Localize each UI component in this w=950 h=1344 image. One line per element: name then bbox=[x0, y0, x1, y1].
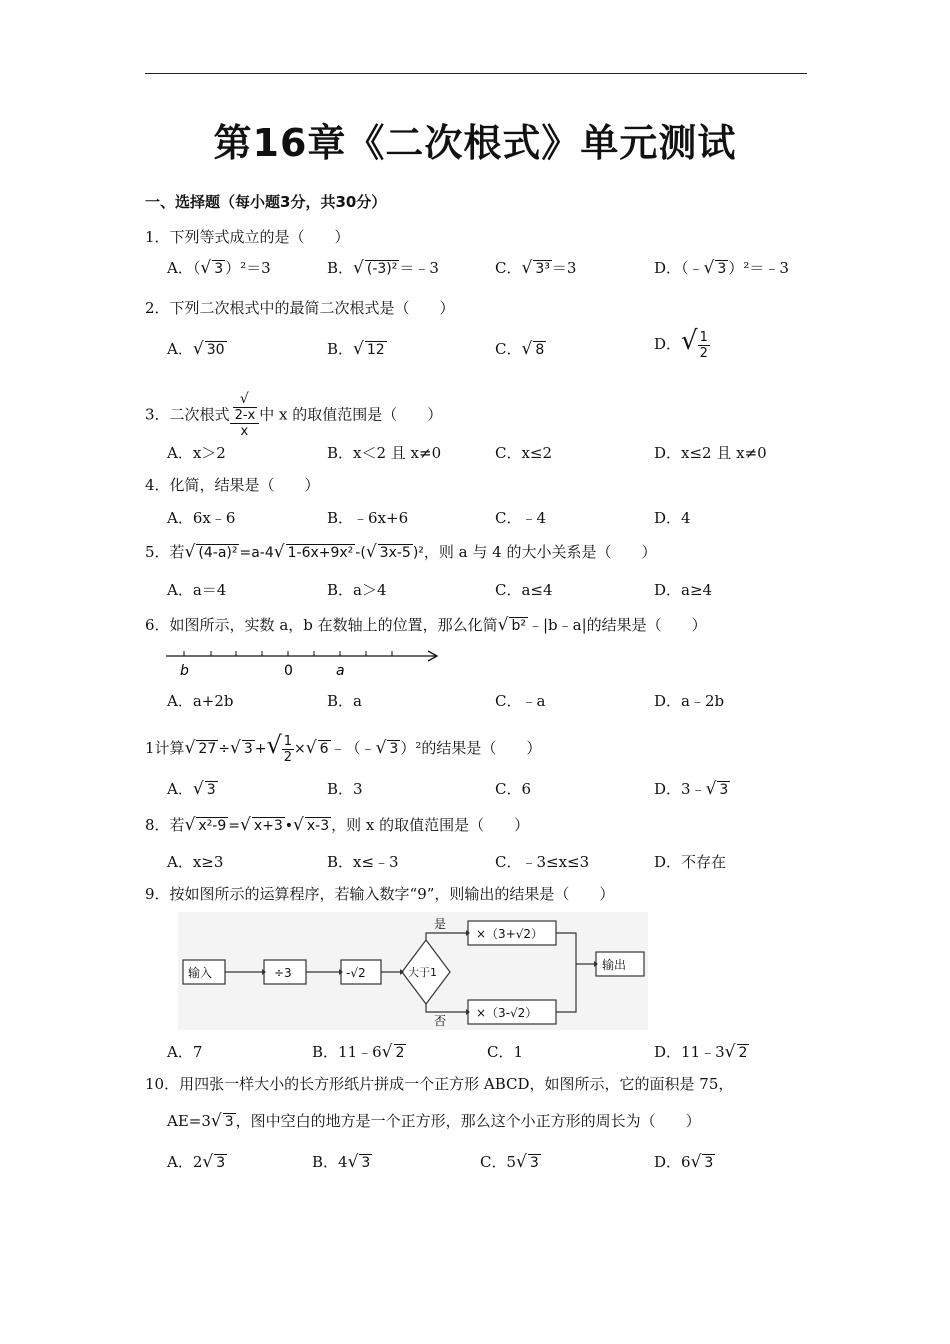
option-a[interactable]: A．√ 30 bbox=[167, 339, 225, 359]
number-line bbox=[160, 645, 445, 680]
section-heading: 一、选择题（每小题3分，共30分） bbox=[145, 193, 387, 211]
option-a[interactable]: A．√ 3 bbox=[167, 779, 216, 799]
option-c[interactable]: C．﹣a bbox=[495, 692, 546, 710]
sqrt-icon: √ bbox=[202, 1152, 214, 1172]
option-d[interactable]: D．a﹣2b bbox=[654, 692, 725, 710]
option-d[interactable]: D．11﹣3√ 2 bbox=[654, 1042, 748, 1062]
sqrt-icon: √ bbox=[184, 542, 196, 562]
question-6: 6．如图所示，实数 a，b 在数轴上的位置，那么化简√ b² ﹣|b﹣a|的结果是（ ） bbox=[145, 615, 707, 635]
axis-label-a: a bbox=[336, 663, 345, 679]
sqrt-icon: √ bbox=[365, 542, 377, 562]
sqrt-icon: √ bbox=[293, 815, 304, 835]
option-d[interactable]: D．√ $\frac{1}{2}$ bbox=[654, 326, 708, 361]
option-b[interactable]: B．﹣6x+6 bbox=[327, 509, 409, 527]
option-a[interactable]: A．x＞2 bbox=[167, 444, 226, 462]
sqrt-icon: √ bbox=[353, 258, 364, 278]
option-a[interactable]: A．6x﹣6 bbox=[167, 509, 236, 527]
sqrt-icon: √ bbox=[703, 258, 715, 278]
option-c[interactable]: C．1 bbox=[487, 1043, 524, 1061]
sqrt-icon: √ bbox=[516, 1152, 527, 1172]
option-a[interactable]: A．x≥3 bbox=[167, 853, 224, 871]
option-b[interactable]: B．4√ 3 bbox=[312, 1152, 371, 1172]
option-c[interactable]: C．﹣3≤x≤3 bbox=[495, 853, 590, 871]
question-7: 1计算√ 27 ÷√ 3 +√ $\frac{1}{2}$ ×√ 6 ﹣（﹣√ 3 ）²的结果是（ ） bbox=[145, 731, 542, 765]
question-3: 3．二次根式 √ 2-x x 中 x 的取值范围是（ ） bbox=[145, 391, 443, 439]
option-b[interactable]: B．3 bbox=[327, 780, 363, 798]
svg-text:×（3-√2）: ×（3-√2） bbox=[476, 1006, 538, 1020]
option-b[interactable]: B．a bbox=[327, 692, 362, 710]
sqrt-icon: √ bbox=[690, 1152, 702, 1172]
sqrt-icon: √ bbox=[347, 1152, 359, 1172]
header-rule bbox=[145, 73, 807, 74]
axis-label-b: b bbox=[180, 663, 189, 679]
sqrt-icon: √ bbox=[521, 339, 533, 359]
sqrt-icon: √ bbox=[240, 815, 251, 835]
sqrt-icon: √ bbox=[521, 258, 533, 278]
option-c[interactable]: C．x≤2 bbox=[495, 444, 553, 462]
question-8: 8．若√ x²-9 =√ x+3 •√ x-3 ，则 x 的取值范围是（ ） bbox=[145, 815, 530, 835]
sqrt-icon: √ bbox=[200, 258, 212, 278]
option-d[interactable]: D．a≥4 bbox=[654, 581, 713, 599]
option-c[interactable]: C．√ 8 bbox=[495, 339, 545, 359]
sqrt-icon: √ bbox=[375, 738, 387, 758]
question-5: 5．若√ (4-a)² =a-4√ 1-6x+9x² -(√ 3x-5 )²，则 a 与 4 的大小关系是（ ） bbox=[145, 542, 657, 562]
sqrt-icon: √ bbox=[705, 779, 717, 799]
axis-label-zero: 0 bbox=[284, 663, 293, 679]
svg-text:-√2: -√2 bbox=[346, 966, 366, 980]
question-2: 2．下列二次根式中的最简二次根式是（ ） bbox=[145, 299, 455, 317]
svg-text:否: 否 bbox=[434, 1014, 447, 1028]
sqrt-icon: √ bbox=[192, 339, 204, 359]
sqrt-icon: √ bbox=[229, 738, 241, 758]
flowchart bbox=[178, 912, 648, 1030]
option-d[interactable]: D．不存在 bbox=[654, 853, 727, 871]
sqrt-icon: √ bbox=[210, 1111, 222, 1131]
sqrt-icon: √ bbox=[192, 779, 204, 799]
option-d[interactable]: D．（﹣√ 3 ）²＝﹣3 bbox=[654, 258, 789, 278]
option-c[interactable]: C．√ 3³ ＝3 bbox=[495, 258, 577, 278]
sqrt-icon: √ bbox=[305, 738, 317, 758]
option-b[interactable]: B．x≤﹣3 bbox=[327, 853, 399, 871]
svg-text:是: 是 bbox=[434, 917, 447, 931]
question-stem: 下列等式成立的是（ ） bbox=[169, 228, 350, 246]
svg-text:大于1: 大于1 bbox=[408, 966, 437, 979]
question-10-line2: AE=3√ 3 ，图中空白的地方是一个正方形，那么这个小正方形的周长为（ ） bbox=[167, 1111, 701, 1131]
sqrt-icon: √ bbox=[266, 731, 282, 759]
svg-text:÷3: ÷3 bbox=[274, 966, 292, 980]
option-d[interactable]: D．3﹣√ 3 bbox=[654, 779, 729, 799]
option-a[interactable]: A．a＝4 bbox=[167, 581, 227, 599]
option-d[interactable]: D．6√ 3 bbox=[654, 1152, 714, 1172]
sqrt-icon: √ bbox=[497, 615, 509, 635]
svg-text:输出: 输出 bbox=[602, 958, 627, 972]
option-b[interactable]: B．11﹣6√ 2 bbox=[312, 1042, 405, 1062]
option-c[interactable]: C．6 bbox=[495, 780, 532, 798]
sqrt-icon: √ bbox=[273, 542, 285, 562]
sqrt-icon: √ bbox=[353, 339, 364, 359]
question-10: 10．用四张一样大小的长方形纸片拼成一个正方形 ABCD，如图所示，它的面积是 75， bbox=[145, 1075, 734, 1093]
option-c[interactable]: C．a≤4 bbox=[495, 581, 553, 599]
sqrt-icon: √ bbox=[184, 738, 196, 758]
option-b[interactable]: B．√ 12 bbox=[327, 339, 385, 359]
option-a[interactable]: A．a+2b bbox=[167, 692, 234, 710]
option-a[interactable]: A．（√ 3 ）²＝3 bbox=[167, 258, 271, 278]
question-1 bbox=[145, 226, 350, 247]
option-c[interactable]: C．﹣4 bbox=[495, 509, 547, 527]
option-b[interactable]: B．a＞4 bbox=[327, 581, 387, 599]
svg-text:×（3+√2）: ×（3+√2） bbox=[476, 927, 544, 941]
question-number: 1． bbox=[145, 228, 170, 246]
option-b[interactable]: B．√ (-3)² ＝﹣3 bbox=[327, 258, 439, 278]
question-9: 9．按如图所示的运算程序，若输入数字“9”，则输出的结果是（ ） bbox=[145, 885, 615, 903]
svg-text:输入: 输入 bbox=[188, 966, 213, 980]
option-c[interactable]: C．5√ 3 bbox=[480, 1152, 539, 1172]
option-a[interactable]: A．2√ 3 bbox=[167, 1152, 226, 1172]
option-a[interactable]: A．7 bbox=[167, 1043, 203, 1061]
option-d[interactable]: D．4 bbox=[654, 509, 691, 527]
question-4: 4．化简，结果是（ ） bbox=[145, 476, 320, 494]
page-title: 第16章《二次根式》单元测试 bbox=[213, 121, 737, 165]
sqrt-icon: √ bbox=[724, 1042, 736, 1062]
sqrt-icon: √ bbox=[381, 1042, 393, 1062]
sqrt-icon: √ bbox=[681, 326, 698, 356]
option-d[interactable]: D．x≤2 且 x≠0 bbox=[654, 444, 767, 462]
fraction: √ 2-x x bbox=[230, 392, 260, 439]
sqrt-icon: √ bbox=[184, 815, 196, 835]
option-b[interactable]: B．x＜2 且 x≠0 bbox=[327, 444, 442, 462]
